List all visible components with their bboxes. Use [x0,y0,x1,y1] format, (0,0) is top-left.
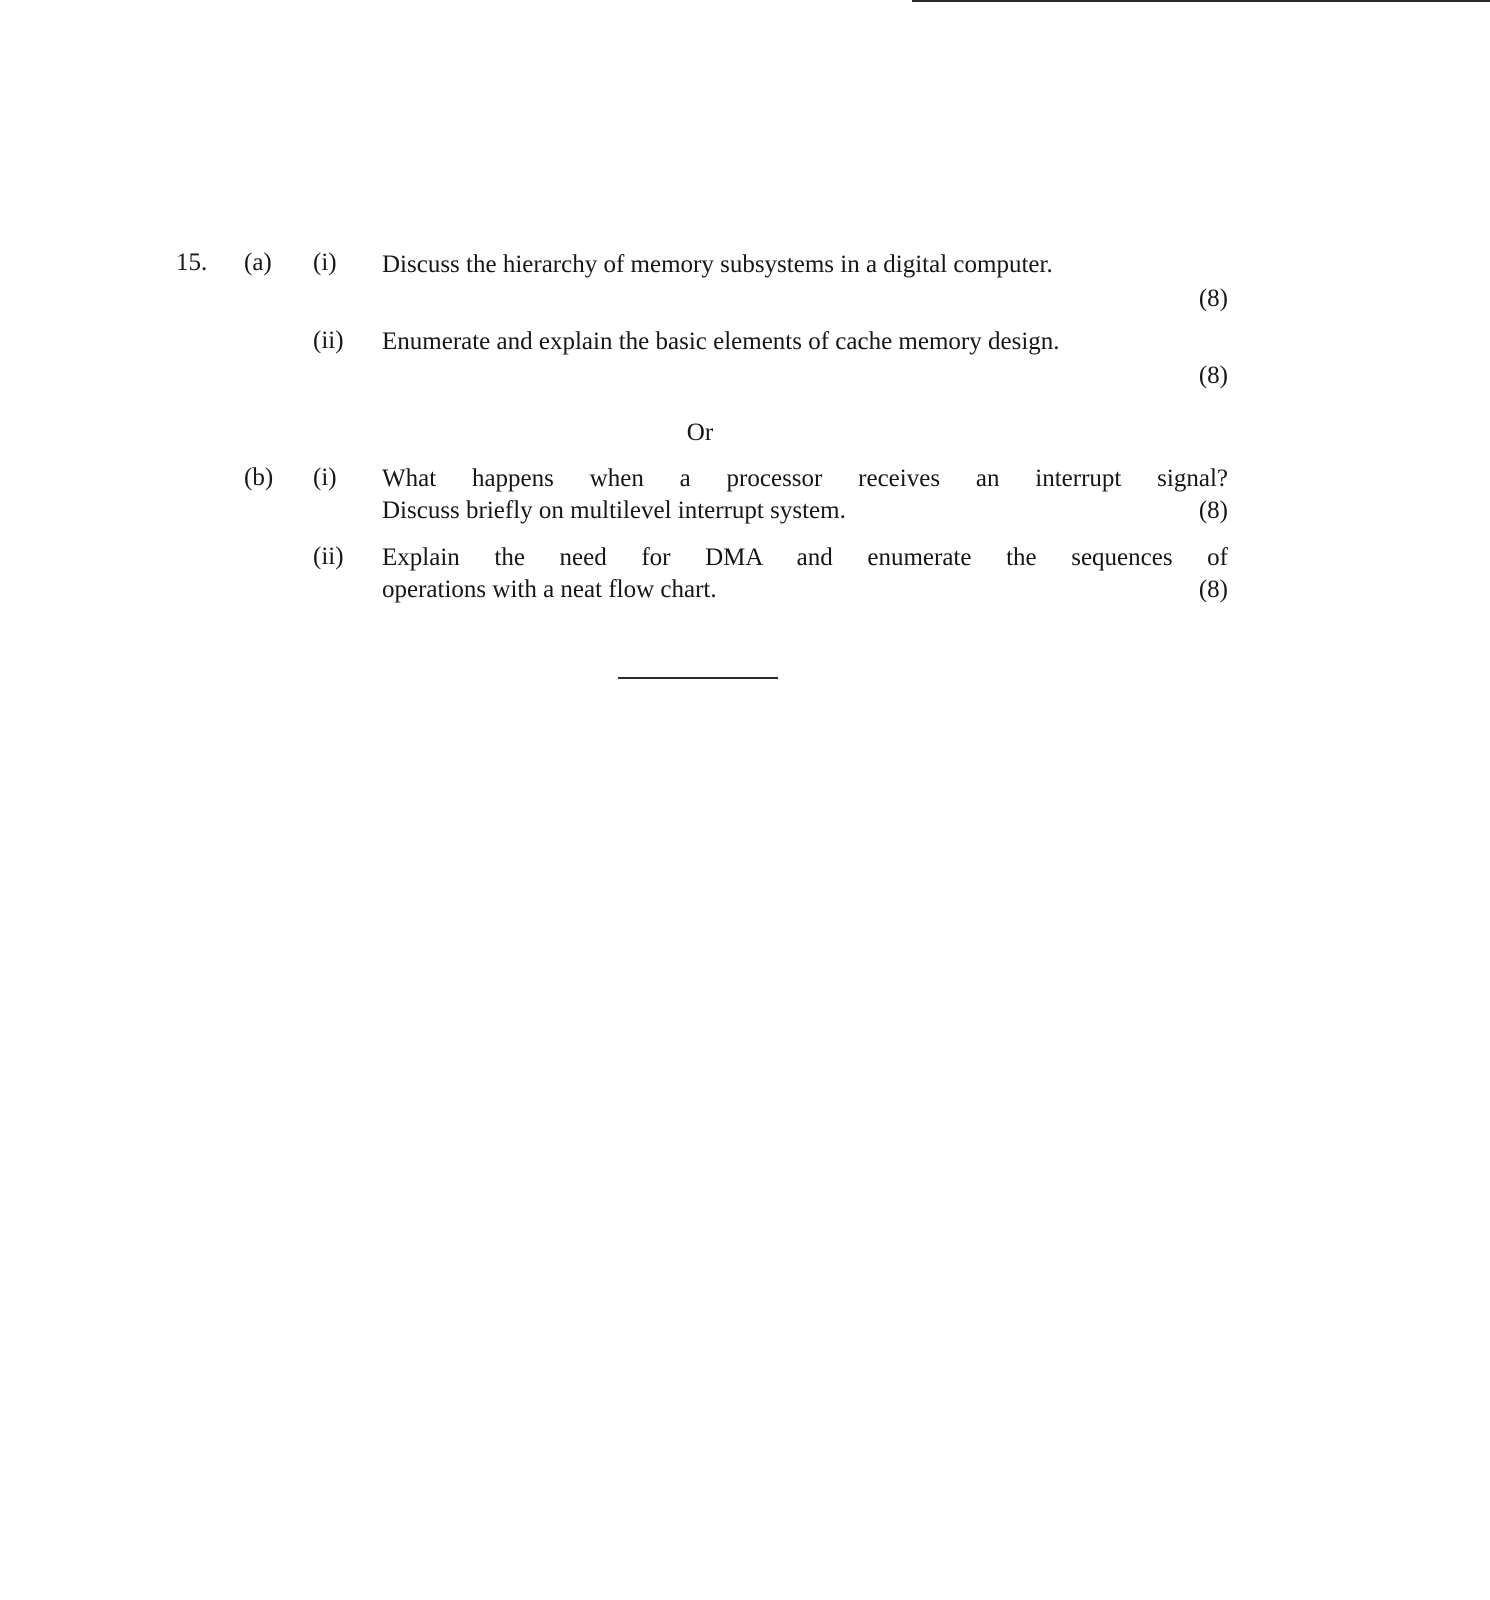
part-b-item-1-label: (i) [313,464,337,491]
part-b-item-2-line-2: operations with a neat flow chart. [382,576,717,603]
part-a-item-2-marks: (8) [1198,362,1228,389]
part-b-item-1-marks: (8) [1198,497,1228,524]
question-number: 15. [176,249,208,276]
end-of-paper-rule [618,677,778,679]
part-b-item-2-line-1: Explain the need for DMA and enumerate the sequences of [382,544,1228,571]
part-a-label: (a) [244,249,272,276]
part-a-item-1-marks: (8) [1198,285,1228,312]
part-b-item-1-line-2: Discuss briefly on multilevel interrupt system. [382,497,846,524]
part-b-item-1-line-1: What happens when a processor receives an interrupt signal? [382,465,1228,492]
part-b-label: (b) [244,464,274,491]
part-a-item-2-text: Enumerate and explain the basic elements of cache memory design. [382,328,1060,355]
part-a-item-2-label: (ii) [313,327,344,354]
part-b-item-2-marks: (8) [1198,576,1228,603]
top-edge-rule [912,0,1490,2]
part-a-item-1-label: (i) [313,249,337,276]
or-separator: Or [686,419,714,446]
part-a-item-1-text: Discuss the hierarchy of memory subsystems in a digital computer. [382,251,1053,278]
part-b-item-2-label: (ii) [313,543,344,570]
